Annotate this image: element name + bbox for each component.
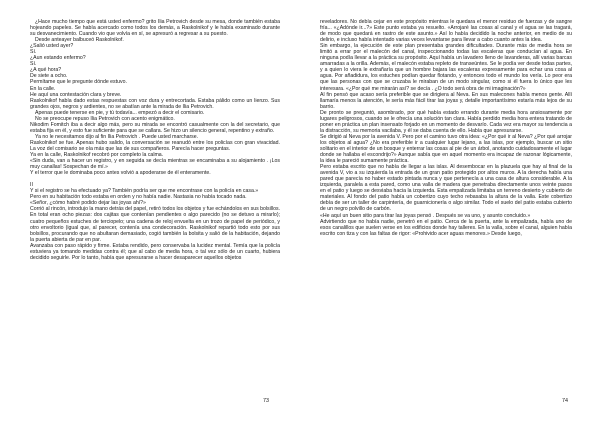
paragraph: ¿Hace mucho tiempo que está usted enfermo? grito Ilia Petrovich desde su mesa, donde también estaba hojeando papeles. Se había acercado como todos los demás, a Raskolnikof y le había examinado durante su desvanecimiento. Cuando vio que volvía en sí, se apresuró a regresar a su puesto. bbox=[30, 19, 280, 38]
paragraph: En la calle. bbox=[30, 85, 56, 92]
paragraph: De siete a ocho. bbox=[30, 73, 68, 80]
paragraph: Corrió al rincón, introdujo la mano detrás del papel, retiró todos los objetos y fue echándolos en sus bolsillos. En total eran ocho piezas: dos cajitas que contenían pendientes o algo parecido (no se detuvo a mirarlo); cuatro pequeños estuches de terciopelo; una cadena de reloj envuelta en un trozo de papel de periódico, y otro envoltorio (igual que, al parecer, contenía una condecoración. Raskolnikof repartió todo esto por sus bolsillos, procurando que no abultaran demasiado, cogió también la bolsita y salió de la habitación, dejando la puerta abierta de par en par. bbox=[30, 206, 281, 243]
page-number-left: 73 bbox=[263, 398, 269, 404]
paragraph: «Sin duda, van a hacer un registro, y en seguida se decía mientras se encaminaba a su alojamiento . ¡Los muy canallas! Sospechan de mí.» bbox=[30, 158, 280, 171]
paragraph: Apenas puede tenerse en pie, y tú todavía... empezó a decir el comisario. bbox=[35, 109, 205, 116]
paragraph: Ya en la calle, Raskolnikof recobró por completo la calma. bbox=[30, 152, 164, 159]
chapter-heading: II bbox=[30, 182, 33, 189]
paragraph: Se dirigió al Neva por la avenida V. Pero por el camino tuvo otra idea: «¿Por qué ir al Neva? ¿Por qué arrojar los objetos al agua? ¿No era preferible ir a cualquier lugar lejano, a las islas, por ejemplo, buscar un sitio solitario en el interior de un bosque y enterrar las cosas al pie de un árbol, anotando cuidadosamente el lugar donde se hallaba el escondrijo?» Aunque sabía que en aquel momento era incapaz de razonar lógicamente, la idea le pareció sumamente práctica. bbox=[320, 133, 572, 165]
paragraph: De pronto se preguntó, asombrado, por qué había estado errando durante media hora ansiosamente por lugares peligrosos, cuando se le ofrecía una solución tan clara. Había perdido media hora entera tratando de poner en práctica un plan insensato forjado en un momento de desvarío. Cada vez era mayor su tendencia a la distracción, su memoria vacilaba, y él se daba cuenta de ello. Había que apresurarse. bbox=[320, 109, 572, 134]
paragraph: ¿A qué hora? bbox=[30, 67, 62, 74]
paragraph: «He aquí un buen sitio para tirar las joyas pensó . Después se va uno, y asunto concluido.» bbox=[320, 212, 531, 219]
paragraph: Ya no le necesitamos dijo al fin Ilia Petrovich . Puede usted marcharse. bbox=[35, 133, 199, 140]
paragraph: Raskolnikof había dado estas respuestas con voz dura y entrecortada. Estaba pálido como un lienzo. Sus grandes ojos, negros y ardientes, no se abatían ante la mirada de Ilia Petrovich. bbox=[30, 97, 280, 110]
paragraph: Desde anteayer balbuceó Raskolnikof. bbox=[35, 37, 124, 44]
paragraph: Al fin pensó que acaso sería preferible que se dirigiera al Neva. En sus malecones había menos gente. Allí llamaría menos la atención, le sería más fácil tirar las joyas y, detalle importantísimo estaría más lejos de su barrio. bbox=[320, 91, 572, 110]
right-page bbox=[300, 0, 600, 424]
paragraph: ¿Salió usted ayer? bbox=[30, 43, 74, 50]
paragraph: ¿Aun estando enfermo? bbox=[30, 55, 86, 62]
left-page-text bbox=[30, 19, 280, 261]
paragraph: Avanzaba con paso rápido y firme. Estaba rendido, pero conservaba la lucidez mental. Temía que la policía estuviera ya tomando medidas contra él; que al cabo de media hora, o tal vez sólo de un cuarto, hubiera decidido seguirle. Por lo tanto, había que apresurarse a hacer desaparecer aquellos objetos bbox=[30, 242, 280, 261]
paragraph: Raskolnikof se fue. Apenas hubo salido, la conversación se reanudó entre los policías con gran vivacidad. La voz del comisario se oía más que las de sus compañeros. Parecía hacer preguntas. bbox=[30, 139, 280, 152]
paragraph: Y el terror que le dominaba poco antes volvió a apoderarse de él enteramente. bbox=[30, 170, 211, 177]
paragraph: Pero estaba escrito que no había de llegar a las islas. Al desembocar en la plazuela que hay al final de la avenida V, vio a su izquierda la entrada de un gran patio protegido por altos muros. A la derecha había una pared que parecía no haber estado pintada nunca y que pertenecía a una casa de altura considerable. A la izquierda, paralela a esta pared, como una valla de madera que penetraba directamente unos veinte pasos en el patio y luego se desviaba hacia la izquierda. Esta empalizada limitaba un terreno desierto y cubierto de materiales. Al fondo del patio había un cobertizo cuyo techo rebasaba la altura de la valla. Este cobertizo debía de ser un taller de carpintería, de guarnicionería o algo similar. Todo el suelo del patio estaba cubierto de un negro polvillo de carbón. bbox=[320, 164, 572, 213]
right-page-text bbox=[320, 19, 572, 237]
paragraph: reveladores. No debía cejar en este propósito mientras le quedara el menor residuo de fuerzas y de sangre fría... «¿Adónde ir...?» Este punto estaba ya resuelto. «Arrojaré las cosas al canal y el agua se las tragará, de modo que quedará en rastro de este asunto.» Así lo había decidido la noche anterior, en medio de su delirio, e incluso había intentado varias veces levantarse para llevar a cabo cuanto antes la idea. bbox=[320, 19, 572, 44]
paragraph: Sí. bbox=[30, 49, 37, 56]
paragraph: Pero en su habitación todo estaba en orden y no había nadie. Nastasia no había tocado nada. bbox=[30, 194, 247, 201]
page-number-right: 74 bbox=[562, 398, 568, 404]
paragraph: Sin embargo, la ejecución de este plan presentaba grandes dificultades. Durante más de media hora se limitó a errar por el malecón del canal, inspeccionando todas las escaleras que conducían al agua. En ninguna podía llevar a la práctica su propósito. Aquí había un lavadero lleno de lavanderas, allí varias barcas amarradas a la orilla. Además, el malecón estaba repleto de transeúntes. Se le podía ver desde todas partes, y a quien lo viera le extrañaría que un hombre bajara las escaleras expresamente para echar una cosa al agua. Por añadidura, los estuches podían quedar flotando, y entonces todo el mundo los vería. Lo peor era que las personas con que se cruzaba le miraban de un modo singular, como si él fuera lo único que les interesara. «¿Por qué me mirarán así? se decía . ¿O todo será obra de mi imaginación?» bbox=[320, 43, 572, 92]
paragraph: Nikodim Fomitch iba a decir algo más, pero su mirada se encontró casualmente con la del secretario, que estaba fija en él, y esto fue suficiente para que se callara. Se hizo un silencio general, repentino y extraño. bbox=[30, 121, 280, 134]
paragraph: Sí. bbox=[30, 61, 37, 68]
paragraph: No se preocupe repuso Ilia Petrovich con acento enigmático. bbox=[35, 115, 175, 122]
paragraph: Permítame que le pregunte dónde estuvo. bbox=[30, 79, 127, 86]
paragraph: Y si el registro se ha efectuado ya? También podría ser que me encontrase con la policía en casa.» bbox=[30, 188, 259, 195]
paragraph: «Señor, ¿cómo habré podido dejar las joyas ahí?» bbox=[30, 200, 146, 207]
paragraph: He aquí una contestación clara y breve. bbox=[30, 91, 122, 98]
paragraph: Advirtiendo que no había nadie, penetró en el patio. Cerca de la puerta, ante la empalizada, había uno de esos canalillos que suelen verse en los edificios donde hay talleres. En la valla, sobre el canal, alguien había escrito con tiza y con las faltas de rigor: «Prohivido acer aguas menores.» Desde luego, bbox=[320, 218, 572, 237]
